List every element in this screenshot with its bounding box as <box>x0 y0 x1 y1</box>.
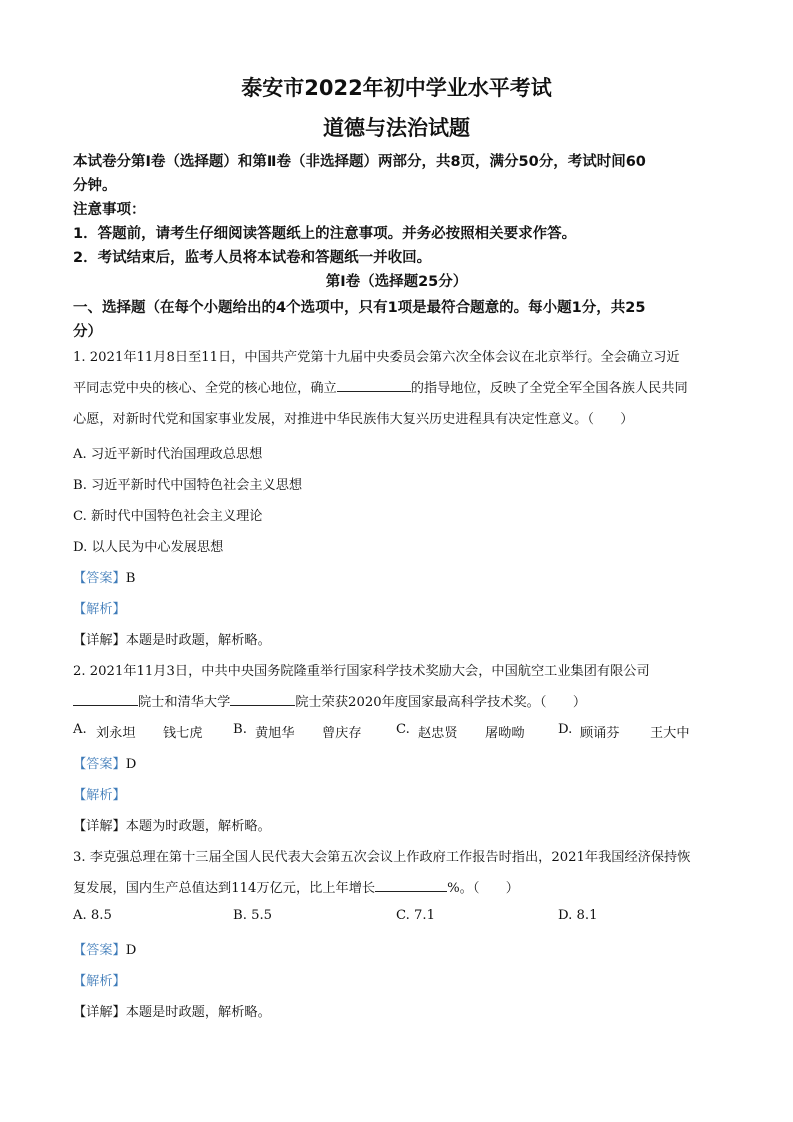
q2-option-b-letter: B. <box>233 722 247 737</box>
q2-option-c-letter: C. <box>396 722 410 737</box>
q2-option-a-letter: A. <box>73 722 87 737</box>
q1-stem-line-2 <box>73 377 688 396</box>
q3-option-b: B. 5.5 <box>233 908 273 923</box>
q2-option-d-name-1: 顾诵芬 <box>580 726 620 741</box>
answer-label: 【答案】 <box>73 571 126 586</box>
q1-answer-value: B <box>125 571 136 586</box>
q1-option-d: D. 以人民为中心发展思想 <box>73 540 224 555</box>
q2-option-a-name-2: 钱七虎 <box>163 726 203 741</box>
part-heading-line-2: 分） <box>73 324 102 340</box>
q2-option-c-name-1: 赵忠贤 <box>418 726 458 741</box>
q2-answer-value: D <box>125 757 137 772</box>
q1-detail-text: 本题是时政题，解析略。 <box>125 633 271 648</box>
detail-label: 【详解】 <box>73 633 126 648</box>
intro-line-2: 分钟。 <box>73 178 117 194</box>
part-heading-line-1: 一、选择题（在每个小题给出的4个选项中，只有1项是最符合题意的。每小题1分，共25 <box>73 300 646 316</box>
q3-detail-text: 本题是时政题，解析略。 <box>125 1005 271 1020</box>
q1-analysis-label: 【解析】 <box>73 602 126 617</box>
q3-detail <box>73 1001 271 1020</box>
q3-blank <box>375 878 447 892</box>
q2-option-d-letter: D. <box>558 722 573 737</box>
detail-label: 【详解】 <box>73 1005 126 1020</box>
q2-stem-mid: 院士和清华大学 <box>138 695 231 710</box>
q2-answer <box>73 753 136 772</box>
q1-stem-line-1: 1. 2021年11月8日至11日，中国共产党第十九届中央委员会第六次全体会议在北京举行。全会确立习近 <box>73 350 680 365</box>
q3-stem-line-1: 3. 李克强总理在第十三届全国人民代表大会第五次会议上作政府工作报告时指出，2021年我国经济保持恢 <box>73 850 691 865</box>
q1-option-b: B. 习近平新时代中国特色社会主义思想 <box>73 478 303 493</box>
q2-detail <box>73 815 271 834</box>
q3-analysis-label: 【解析】 <box>73 974 126 989</box>
q2-option-c-name-2: 屠呦呦 <box>485 726 525 741</box>
q3-stem-post: %。（ ） <box>447 881 519 896</box>
q1-option-a: A. 习近平新时代治国理政总思想 <box>73 447 263 462</box>
answer-label: 【答案】 <box>73 757 126 772</box>
q2-stem-post: 院士荣获2020年度国家最高科学技术奖。（ ） <box>295 695 587 710</box>
notes-heading: 注意事项： <box>73 202 146 218</box>
q2-analysis-label: 【解析】 <box>73 788 126 803</box>
q1-stem-post: 的指导地位，反映了全党全军全国各族人民共同 <box>410 381 688 396</box>
answer-label: 【答案】 <box>73 943 126 958</box>
q1-detail <box>73 629 271 648</box>
q1-stem-pre: 平同志党中央的核心、全党的核心地位，确立 <box>73 381 337 396</box>
q3-option-d: D. 8.1 <box>558 908 598 923</box>
q3-option-a: A. 8.5 <box>73 908 112 923</box>
q3-answer-value: D <box>125 943 137 958</box>
q2-option-d-name-2: 王大中 <box>650 726 690 741</box>
section-heading: 第Ⅰ卷（选择题25分） <box>325 274 468 290</box>
q2-blank-1 <box>73 692 138 706</box>
q2-option-b-name-2: 曾庆存 <box>322 726 362 741</box>
q3-stem-pre: 复发展，国内生产总值达到114万亿元，比上年增长 <box>73 881 376 896</box>
exam-title: 泰安市2022年初中学业水平考试 <box>241 76 552 100</box>
q1-blank <box>337 378 411 392</box>
detail-label: 【详解】 <box>73 819 126 834</box>
q2-blank-2 <box>230 692 295 706</box>
note-1: 1．答题前，请考生仔细阅读答题纸上的注意事项。并务必按照相关要求作答。 <box>73 226 577 242</box>
q2-option-b-name-1: 黄旭华 <box>255 726 295 741</box>
q3-answer <box>73 939 136 958</box>
q2-detail-text: 本题为时政题，解析略。 <box>125 819 271 834</box>
q3-stem-line-2 <box>73 877 519 896</box>
q1-answer <box>73 567 135 586</box>
q2-option-a-name-1: 刘永坦 <box>96 726 136 741</box>
intro-line-1: 本试卷分第Ⅰ卷（选择题）和第Ⅱ卷（非选择题）两部分，共8页，满分50分，考试时间60 <box>73 154 646 170</box>
q2-stem-line-2 <box>73 691 586 710</box>
q3-option-c: C. 7.1 <box>396 908 435 923</box>
q1-option-c: C. 新时代中国特色社会主义理论 <box>73 509 263 524</box>
exam-subtitle: 道德与法治试题 <box>323 116 470 140</box>
note-2: 2．考试结束后，监考人员将本试卷和答题纸一并收回。 <box>73 250 432 266</box>
q2-stem-line-1: 2. 2021年11月3日，中共中央国务院隆重举行国家科学技术奖励大会，中国航空工业集团有限公司 <box>73 664 650 679</box>
q1-stem-line-3: 心愿，对新时代党和国家事业发展，对推进中华民族伟大复兴历史进程具有决定性意义。（ ） <box>73 412 634 427</box>
